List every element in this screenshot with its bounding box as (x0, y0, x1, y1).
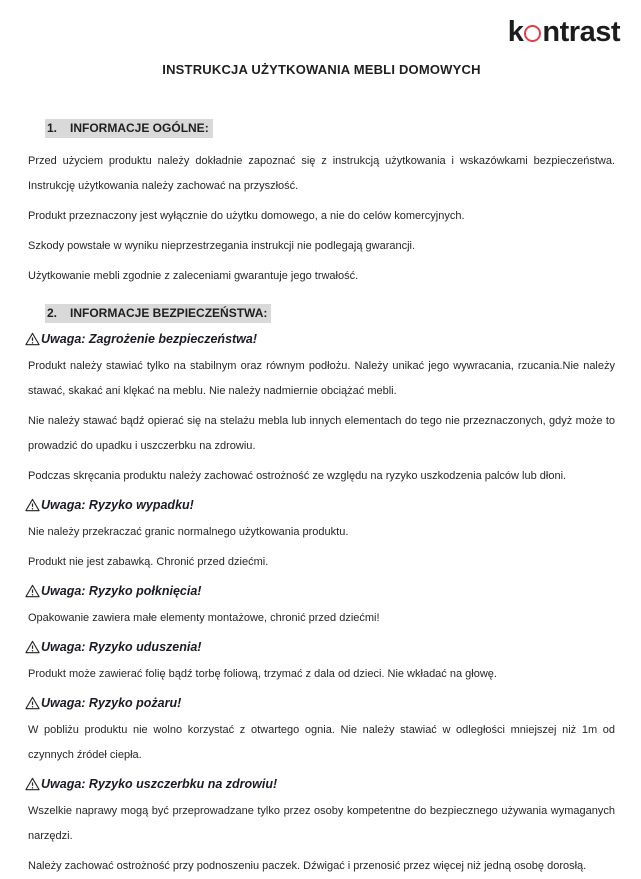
section-2-number: 2. (47, 306, 58, 320)
paragraph: Wszelkie naprawy mogą być przeprowadzane tylko przez osoby kompetentne do bezpiecznego używania wymaganych narzędzi. (28, 805, 615, 842)
section-1-heading (45, 119, 615, 138)
paragraph: Produkt może zawierać folię bądź torbę foliową, trzymać z dala od dzieci. Nie wkładać na głowę. (28, 668, 497, 680)
paragraph: Należy zachować ostrożność przy podnoszeniu paczek. Dźwigać i przenosić przez więcej niż jedną osobę dorosłą. (28, 860, 587, 872)
warning-triangle-icon (25, 777, 40, 791)
paragraph: Produkt należy stawiać tylko na stabilnym oraz równym podłożu. Należy unikać jego wywracania, rzucania.Nie należy stawać, skakać ani klękać na meblu. Nie należy nadmiernie obciążać mebli. (28, 360, 615, 397)
section-2-heading (45, 304, 615, 323)
kontrast-logo (508, 16, 620, 49)
paragraph: Szkody powstałe w wyniku nieprzestrzegania instrukcji nie podlegają gwarancji. (28, 240, 416, 252)
warning-triangle-icon (25, 696, 40, 710)
warning-triangle-icon (25, 640, 40, 654)
warning-heading (25, 696, 615, 710)
paragraph: Przed użyciem produktu należy dokładnie zapoznać się z instrukcją użytkowania i wskazówkami bezpieczeństwa. Instrukcję użytkowania należy zachować na przyszłość. (28, 155, 615, 192)
warning-triangle-icon (25, 584, 40, 598)
logo-red-ring-icon (524, 25, 541, 42)
warning-title: Uwaga: Ryzyko wypadku! (41, 498, 194, 512)
paragraph: Podczas skręcania produktu należy zachować ostrożność ze względu na ryzyko uszkodzenia palców lub dłoni. (28, 470, 567, 482)
warning-title: Uwaga: Ryzyko pożaru! (41, 696, 182, 710)
paragraph: Nie należy stawać bądź opierać się na stelażu mebla lub innych elementach do tego nie przeznaczonych, gdyż może to prowadzić do upadku i uszczerbku na zdrowiu. (28, 415, 615, 452)
warning-heading (25, 498, 615, 512)
section-1-heading-text: INFORMACJE OGÓLNE: (70, 121, 209, 135)
paragraph: Produkt przeznaczony jest wyłącznie do użytku domowego, a nie do celów komercyjnych. (28, 210, 465, 222)
page-title: INSTRUKCJA UŻYTKOWANIA MEBLI DOMOWYCH (162, 62, 481, 77)
section-2-heading-highlight (45, 304, 271, 323)
warning-triangle-icon (25, 332, 40, 346)
warning-triangle-icon (25, 498, 40, 512)
warning-title: Uwaga: Ryzyko połknięcia! (41, 584, 202, 598)
paragraph: Nie należy przekraczać granic normalnego użytkowania produktu. (28, 526, 349, 538)
warning-title: Uwaga: Ryzyko uszczerbku na zdrowiu! (41, 777, 278, 791)
section-2-heading-text: INFORMACJE BEZPIECZEŃSTWA: (70, 306, 268, 320)
warning-heading (25, 640, 615, 654)
paragraph: Opakowanie zawiera małe elementy montażowe, chronić przed dziećmi! (28, 612, 380, 624)
paragraph: Użytkowanie mebli zgodnie z zaleceniami gwarantuje jego trwałość. (28, 270, 359, 282)
warning-heading (25, 584, 615, 598)
section-1-heading-highlight (45, 119, 213, 138)
section-1-number: 1. (47, 121, 58, 135)
paragraph: Produkt nie jest zabawką. Chronić przed dziećmi. (28, 556, 269, 568)
paragraph: W pobliżu produktu nie wolno korzystać z otwartego ognia. Nie należy stawiać w odległości mniejszej niż 1m od czynnych źródeł ciepła. (28, 724, 615, 761)
warning-title: Uwaga: Zagrożenie bezpieczeństwa! (41, 332, 258, 346)
warning-heading (25, 332, 615, 346)
warning-title: Uwaga: Ryzyko uduszenia! (41, 640, 202, 654)
logo-text-suffix: ntrast (542, 16, 620, 48)
warning-heading (25, 777, 615, 791)
logo-text-prefix: k (507, 16, 524, 48)
